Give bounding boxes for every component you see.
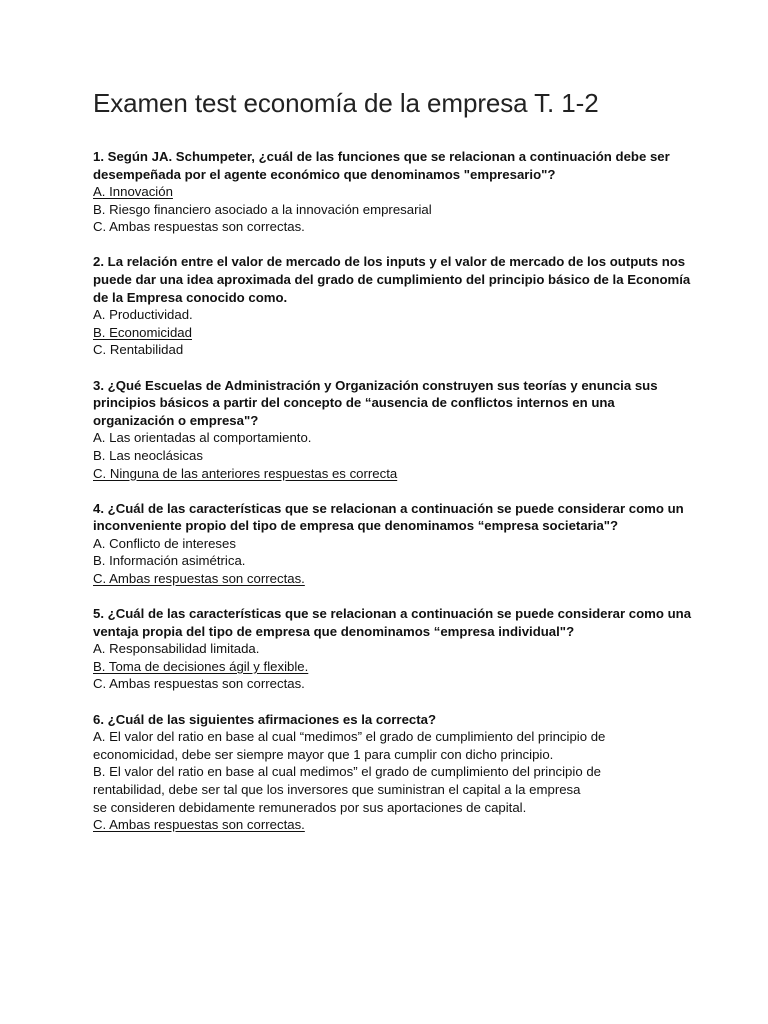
option-line: rentabilidad, debe ser tal que los inversores que suministran el capital a la empresa: [93, 781, 581, 797]
option-b: [93, 763, 698, 816]
option-a: [93, 728, 698, 763]
option-a: A. Las orientadas al comportamiento.: [93, 430, 312, 446]
option-a: A. Productividad.: [93, 307, 193, 323]
question-2: [93, 253, 698, 359]
question-text: 4. ¿Cuál de las características que se relacionan a continuación se puede considerar como un inconveniente propio del tipo de empresa que denominamos “empresa societaria"?: [93, 500, 684, 534]
question-6: [93, 711, 698, 834]
document-title: Examen test economía de la empresa T. 1-2: [93, 88, 599, 118]
option-line: se consideren debidamente remunerados por sus aportaciones de capital.: [93, 799, 527, 815]
option-b: B. Riesgo financiero asociado a la innovación empresarial: [93, 201, 432, 217]
option-a: A. Responsabilidad limitada.: [93, 641, 260, 657]
option-c: C. Ambas respuestas son correctas.: [93, 219, 305, 235]
option-c-correct: C. Ambas respuestas son correctas.: [93, 817, 305, 833]
question-3: [93, 377, 698, 483]
question-1: [93, 148, 698, 236]
question-text: 6. ¿Cuál de las siguientes afirmaciones es la correcta?: [93, 711, 437, 727]
option-a: A. Conflicto de intereses: [93, 535, 236, 551]
option-b: B. Las neoclásicas: [93, 447, 203, 463]
question-text: 1. Según JA. Schumpeter, ¿cuál de las funciones que se relacionan a continuación debe ser desempeñada por el agente económico que denominamos "empresario"?: [93, 149, 670, 182]
option-b-correct: B. Toma de decisiones ágil y flexible.: [93, 658, 309, 674]
option-c-correct: C. Ambas respuestas son correctas.: [93, 570, 305, 586]
option-line: economicidad, debe ser siempre mayor que 1 para cumplir con dicho principio.: [93, 746, 554, 762]
option-line: B. El valor del ratio en base al cual medimos” el grado de cumplimiento del principio de: [93, 764, 601, 780]
question-4: [93, 500, 698, 588]
option-a-correct: A. Innovación: [93, 184, 173, 200]
option-b-correct: B. Economicidad: [93, 324, 192, 340]
question-text: 5. ¿Cuál de las características que se relacionan a continuación se puede considerar como una ventaja propia del tipo de empresa que denominamos “empresa individual"?: [93, 606, 692, 639]
option-line: A. El valor del ratio en base al cual “medimos” el grado de cumplimiento del principio de: [93, 729, 606, 745]
option-c: C. Rentabilidad: [93, 342, 184, 358]
option-c-correct: C. Ninguna de las anteriores respuestas es correcta: [93, 465, 398, 481]
question-text: 2. La relación entre el valor de mercado de los inputs y el valor de mercado de los outputs nos puede dar una idea aproximada del grado de cumplimiento del principio básico de la Economía de la Empresa conocido como.: [93, 254, 691, 305]
option-b: B. Información asimétrica.: [93, 553, 246, 569]
option-c: C. Ambas respuestas son correctas.: [93, 676, 305, 692]
question-5: [93, 605, 698, 693]
question-text: 3. ¿Qué Escuelas de Administración y Organización construyen sus teorías y enuncia sus principios básicos a partir del concepto de “ausencia de conflictos internos en una organización o empresa"?: [93, 377, 658, 428]
